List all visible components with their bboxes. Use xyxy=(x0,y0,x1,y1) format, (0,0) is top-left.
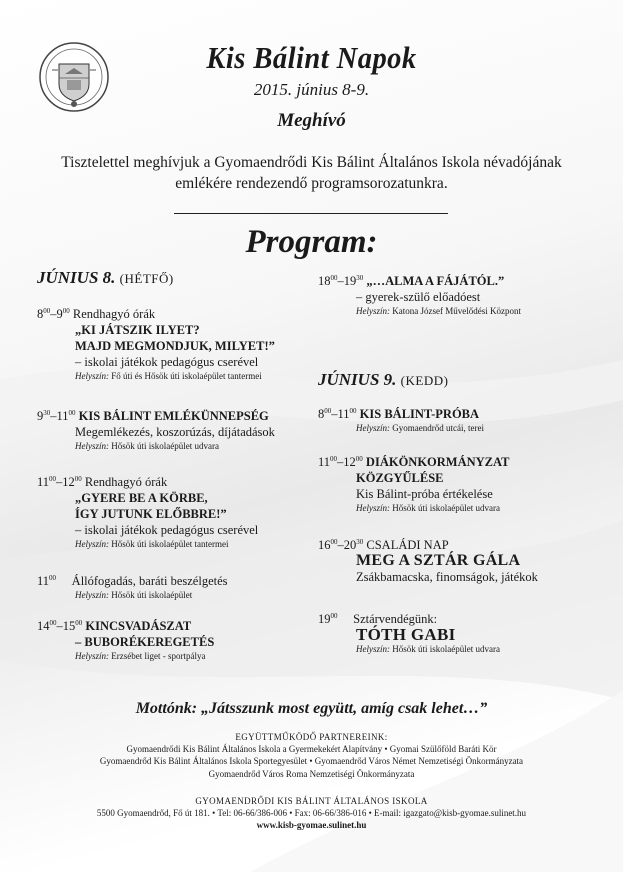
day1-event-4: $11^{00}$ Állófogadás, baráti beszélgetés Helyszín: Hősök úti iskolaépület xyxy=(37,574,228,600)
day1-event-1: $8^{00}-9^{00}$ Rendhagyó órák „KI JÁTSZIK ILYET? MAJD MEGMONDJUK, MILYET!” – iskolai játékok pedagógus cserével Helyszín: Fő úti és Hősök úti iskolaépület tantermei xyxy=(37,307,275,381)
day2-heading: JÚNIUS 9. (KEDD) xyxy=(318,370,449,389)
school-footer: GYOMAENDRŐDI KIS BÁLINT ÁLTALÁNOS ISKOLA 5500 Gyomaendrőd, Fő út 181. • Tel: 06-66/386-006 • Fax: 06-66/386-016 • E-mail: igazgato@kisb-gyomae.sulinet.hu www.kisb-gyomae.sulinet.hu xyxy=(0,795,623,832)
event-title: Kis Bálint Napok xyxy=(206,40,417,75)
invitation-heading: Meghívó xyxy=(277,110,346,131)
event-date: 2015. június 8-9. xyxy=(253,80,370,99)
day1-event-3: $11^{00}-12^{00}$ Rendhagyó órák „GYERE BE A KÖRBE, ÍGY JUTUNK ELŐBBRE!” – iskolai játékok pedagógus cserével Helyszín: Hősök úti iskolaépület tantermei xyxy=(37,475,259,549)
day2-event-4: $19^{00}$ Sztárvendégünk: TÓTH GABI Helyszín: Hősök úti iskolaépület udvara xyxy=(318,612,500,654)
day2-event-2: $11^{00}-12^{00}$ DIÁKÖNKORMÁNYZAT KÖZGYŰLÉSE Kis Bálint-próba értékelése Helyszín: Hősök úti iskolaépület udvara xyxy=(318,455,510,513)
partners-section: EGYÜTTMŰKÖDŐ PARTNEREINK: Gyomaendrődi Kis Bálint Általános Iskola a Gyermekekért Alapítvány • Gyomai Szülőföld Baráti Kör Gyomaendrőd Kis Bálint Általános Iskola Sportegyesület • Gyomaendrőd Város Német Nemzetiségi Önkormányzata Gyomaendrőd Város Roma Nemzetiségi Önkormányzata xyxy=(99,732,524,779)
school-website: www.kisb-gyomae.sulinet.hu xyxy=(256,820,367,831)
day1-heading: JÚNIUS 8. (HÉTFŐ) xyxy=(37,268,174,287)
motto: Mottónk: „Játsszunk most együtt, amíg csak lehet…” xyxy=(135,700,488,717)
divider xyxy=(174,213,448,214)
program-heading: Program: xyxy=(245,224,378,260)
day2-event-1: $8^{00}-11^{00}$ KIS BÁLINT-PRÓBA Helyszín: Gyomaendrőd utcái, terei xyxy=(318,407,484,433)
day1-evening-event: $18^{00}-19^{30}$ „…ALMA A FÁJÁTÓL.” – gyerek-szülő előadóest Helyszín: Katona József Művelődési Központ xyxy=(318,274,521,316)
intro-text: Tisztelettel meghívjuk a Gyomaendrődi Kis Bálint Általános Iskola névadójának emlékére rendezendő programsorozatunkra. xyxy=(61,154,562,192)
day2-event-3: $16^{00}-20^{30}$ CSALÁDI NAP MEG A SZTÁR GÁLA Zsákbamacska, finomságok, játékok xyxy=(318,538,538,584)
day1-event-5: $14^{00}-15^{00}$ KINCSVADÁSZAT – BUBORÉKEREGETÉS Helyszín: Erzsébet liget - sportpálya xyxy=(37,619,215,661)
day1-event-2: $9^{30}-11^{00}$ KIS BÁLINT EMLÉKÜNNEPSÉG Megemlékezés, koszorúzás, díjátadások Helyszín: Hősök úti iskolaépület udvara xyxy=(37,409,275,451)
